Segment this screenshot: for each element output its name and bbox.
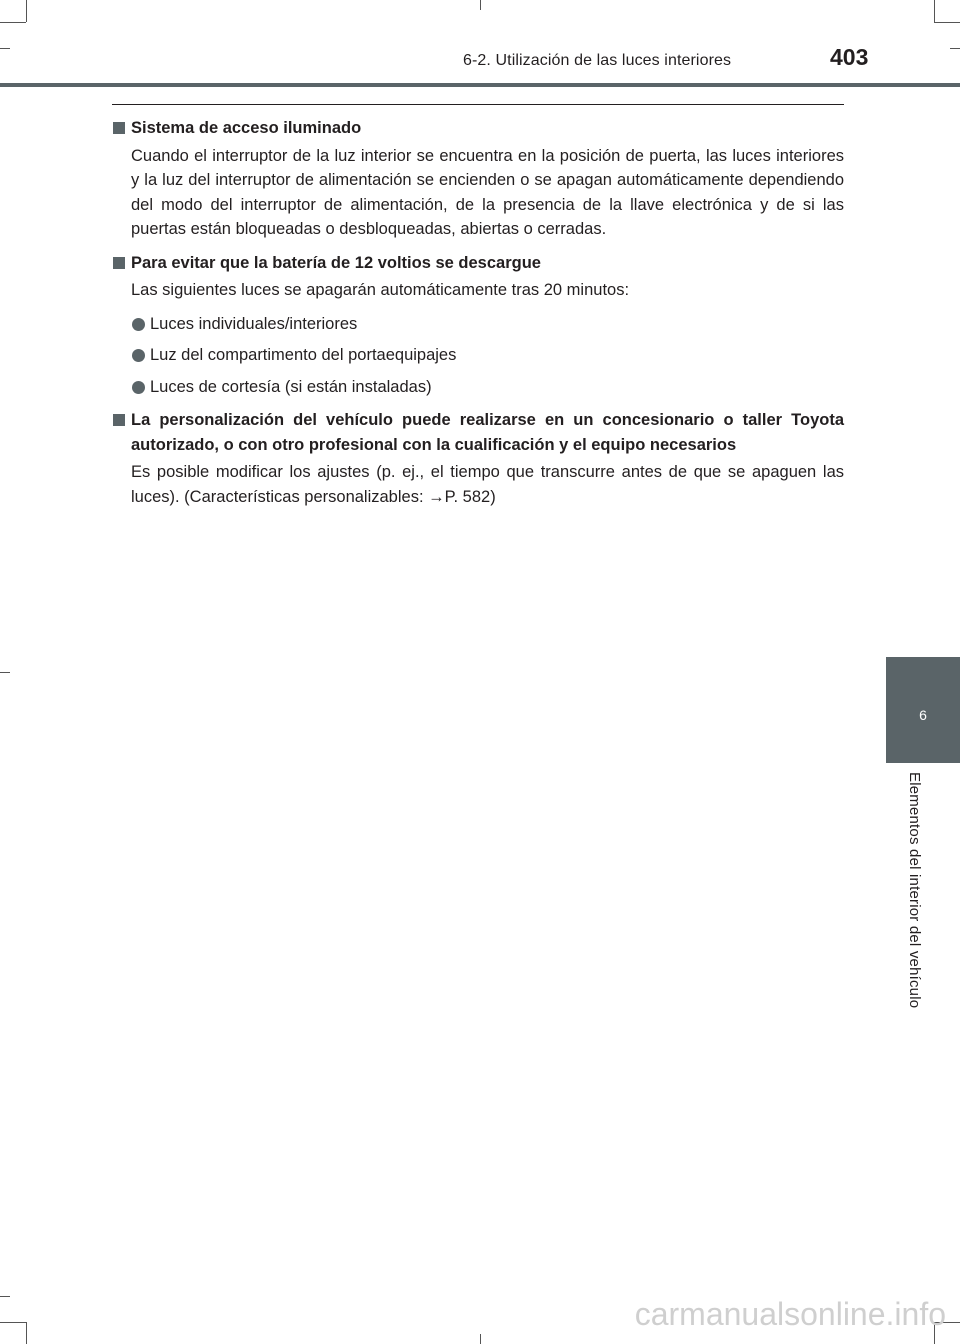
square-bullet-icon — [113, 257, 125, 269]
section-heading — [112, 251, 844, 276]
list-item — [112, 312, 844, 337]
crop-mark — [480, 0, 481, 10]
page-number: 403 — [830, 44, 869, 70]
chapter-title: Elementos del interior del vehículo — [906, 772, 923, 1009]
page-content — [112, 116, 844, 518]
circle-bullet-icon — [132, 349, 145, 362]
crop-mark — [950, 48, 960, 49]
section-heading — [112, 408, 844, 457]
header-rule — [0, 83, 960, 87]
square-bullet-icon — [113, 122, 125, 134]
circle-bullet-icon — [132, 381, 145, 394]
square-bullet-icon — [113, 414, 125, 426]
section-heading — [112, 116, 844, 141]
chapter-tab — [886, 657, 960, 763]
content-top-rule — [112, 104, 844, 105]
list-item — [112, 375, 844, 400]
list-item-text: Luz del compartimento del portaequipajes — [150, 346, 457, 364]
crop-mark — [934, 0, 935, 22]
section-body: Las siguientes luces se apagarán automáticamente tras 20 minutos: — [131, 281, 630, 299]
chapter-number: 6 — [919, 707, 927, 723]
circle-bullet-icon — [132, 318, 145, 331]
list-item — [112, 343, 844, 368]
crop-mark — [26, 0, 27, 22]
crop-mark — [934, 22, 960, 23]
crop-mark — [0, 48, 10, 49]
section-heading-text: La personalización del vehículo puede realizarse en un concesionario o taller Toyota autorizado, o con otro profesional con la cualificación y el equipo necesarios — [131, 411, 844, 454]
crop-mark — [480, 1334, 481, 1344]
crop-mark — [0, 1296, 10, 1297]
crop-mark — [26, 1322, 27, 1344]
crop-mark — [0, 672, 10, 673]
list-item-text: Luces individuales/interiores — [150, 314, 358, 333]
list-item-text: Luces de cortesía (si están instaladas) — [150, 377, 432, 396]
watermark: carmanualsonline.info — [634, 1296, 946, 1332]
running-header-section-title: 6-2. Utilización de las luces interiores — [463, 52, 732, 69]
section-heading-text: Para evitar que la batería de 12 voltios se descargue — [131, 253, 541, 272]
crop-mark — [0, 1322, 26, 1323]
section-body: Cuando el interruptor de la luz interior se encuentra en la posición de puerta, las luces interiores y la luz del interruptor de alimentación se encienden o se apagan automáticamente dependiendo del modo del interruptor de alimentación, de la presencia de la llave electrónica y de si las puertas están bloqueadas o desbloqueadas, abiertas o cerradas. — [131, 146, 844, 238]
section-body: Es posible modificar los ajustes (p. ej., el tiempo que transcurre antes de que se apaguen las luces). (Características personalizables: →P. 582) — [131, 463, 844, 506]
section-heading-text: Sistema de acceso iluminado — [131, 119, 362, 137]
crop-mark — [0, 22, 26, 23]
